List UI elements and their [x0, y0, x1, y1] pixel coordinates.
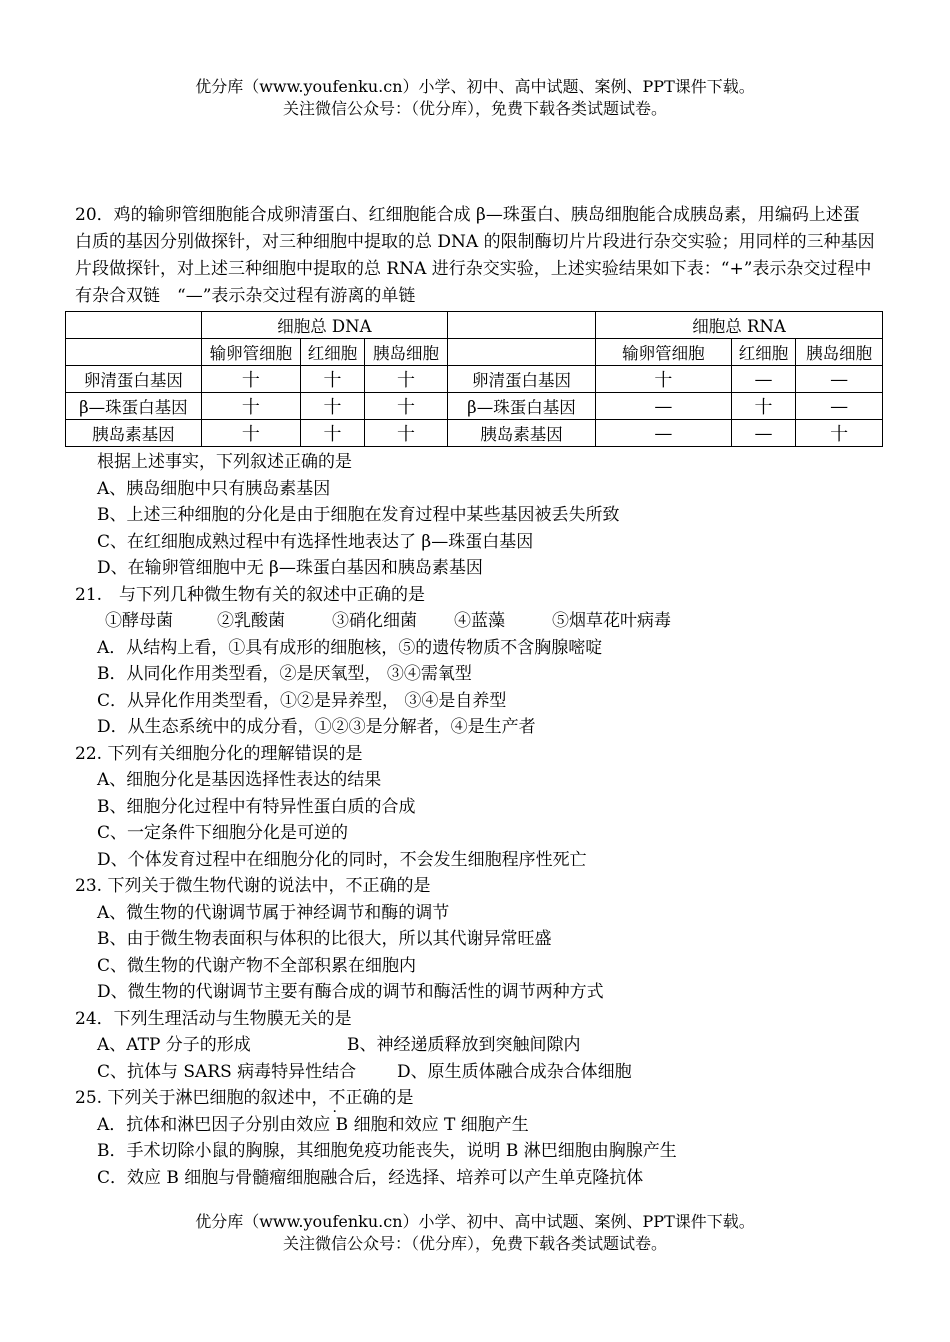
q25-stem-prefix: 25. 下列关于淋巴细胞的叙述中， — [75, 1088, 329, 1108]
q20-option-c: C、在红细胞成熟过程中有选择性地表达了 β—珠蛋白基因 — [97, 531, 534, 552]
col-header: 输卵管细胞 — [201, 339, 300, 366]
q21-option-d: D．从生态系统中的成分看，①②③是分解者，④是生产者 — [97, 717, 536, 737]
gene-label: 卵清蛋白基因 — [66, 366, 202, 393]
dna-header: 细胞总 DNA — [201, 312, 447, 339]
q20-option-a: A、胰岛细胞中只有胰岛素基因 — [97, 478, 331, 499]
q21-item: ①酵母菌 — [105, 611, 173, 631]
q22-stem: 22. 下列有关细胞分化的理解错误的是 — [75, 743, 363, 764]
rna-header: 细胞总 RNA — [595, 312, 882, 339]
table-corner — [66, 312, 202, 339]
table-row — [66, 366, 883, 393]
q25-option-a: A．抗体和淋巴因子分别由效应 B 细胞和效应 T 细胞产生 — [97, 1114, 529, 1135]
cell-value: 十 — [365, 366, 448, 393]
gene-label: 胰岛素基因 — [447, 420, 595, 447]
q23-option-c: C、微生物的代谢产物不全部积累在细胞内 — [97, 955, 417, 976]
cell-value: 十 — [300, 420, 364, 447]
q24-option-c: C、抗体与 SARS 病毒特异性结合 — [97, 1061, 357, 1082]
q24-row-2 — [75, 1059, 883, 1086]
table-mid-blank — [447, 312, 595, 339]
q21-stem: 21. 与下列几种微生物有关的叙述中正确的是 — [75, 584, 426, 605]
q20-stem: 20．鸡的输卵管细胞能合成卵清蛋白、红细胞能合成 β—珠蛋白、胰岛细胞能合成胰岛素，用编码上述蛋白质的基因分别做探针，对三种细胞中提取的总 DNA 的限制酶切片片段进行杂交实验；用同样的三种基因片段做探针，对上述三种细胞中提取的总 RNA 进行杂交实验，上述实验结果如下表：“+”表示杂交过程中有杂合双链 “—”表示杂交过程有游离的单链 — [75, 205, 875, 306]
q23-option-b: B、由于微生物表面积与体积的比很大，所以其代谢异常旺盛 — [97, 929, 552, 949]
q25-stem — [75, 1085, 883, 1112]
q23-stem: 23. 下列关于微生物代谢的说法中，不正确的是 — [75, 876, 431, 896]
q25-stem-emphasis: 不 — [328, 1088, 346, 1108]
cell-value: — — [595, 393, 731, 420]
col-header: 红细胞 — [731, 339, 795, 366]
q23-option-d: D、微生物的代谢调节主要有酶合成的调节和酶活性的调节两种方式 — [97, 982, 604, 1002]
col-header: 胰岛细胞 — [796, 339, 883, 366]
cell-value: — — [595, 420, 731, 447]
q25-option-c: C．效应 B 细胞与骨髓瘤细胞融合后，经选择、培养可以产生单克隆抗体 — [97, 1167, 644, 1188]
gene-label: 胰岛素基因 — [66, 420, 202, 447]
q21-item: ④蓝藻 — [454, 611, 505, 631]
header-line-1: 优分库（www.youfenku.cn）小学、初中、高中试题、案例、PPT课件下载。 — [195, 77, 755, 96]
col-header: 输卵管细胞 — [595, 339, 731, 366]
table-blank — [447, 339, 595, 366]
footer-line-2: 关注微信公众号：（优分库），免费下载各类试题试卷。 — [282, 1234, 667, 1253]
gene-label: 卵清蛋白基因 — [447, 366, 595, 393]
q25-option-b: B．手术切除小鼠的胸腺，其细胞免疫功能丧失，说明 B 淋巴细胞由胸腺产生 — [97, 1141, 677, 1161]
gene-label: β—珠蛋白基因 — [66, 393, 202, 420]
page-header — [0, 76, 950, 120]
cell-value: 十 — [365, 393, 448, 420]
q22-option-a: A、细胞分化是基因选择性表达的结果 — [97, 770, 382, 790]
q21-option-b: B．从同化作用类型看，②是厌氧型， ③④需氧型 — [97, 664, 472, 684]
q24-stem: 24．下列生理活动与生物膜无关的是 — [75, 1008, 352, 1029]
q21-item: ⑤烟草花叶病毒 — [552, 611, 671, 631]
hybridization-table — [65, 311, 883, 447]
q24-option-d: D、原生质体融合成杂合体细胞 — [397, 1061, 632, 1082]
cell-value: 十 — [300, 393, 364, 420]
q22-option-b: B、细胞分化过程中有特异性蛋白质的合成 — [97, 796, 416, 817]
table-blank — [66, 339, 202, 366]
cell-value: — — [731, 420, 795, 447]
document-body — [75, 202, 883, 1191]
cell-value: 十 — [201, 393, 300, 420]
cell-value: 十 — [731, 393, 795, 420]
col-header: 红细胞 — [300, 339, 364, 366]
page-footer — [0, 1211, 950, 1255]
q24-option-a: A、ATP 分子的形成 — [97, 1035, 251, 1055]
q20-option-d: D、在输卵管细胞中无 β—珠蛋白基因和胰岛素基因 — [97, 558, 483, 578]
q22-option-c: C、一定条件下细胞分化是可逆的 — [97, 823, 349, 843]
q25-stem-suffix: 正确的是 — [345, 1088, 414, 1108]
gene-label: β—珠蛋白基因 — [447, 393, 595, 420]
q24-option-b: B、神经递质释放到突触间隙内 — [347, 1035, 581, 1055]
q22-option-d: D、个体发育过程中在细胞分化的同时，不会发生细胞程序性死亡 — [97, 849, 587, 870]
cell-value: — — [731, 366, 795, 393]
q21-item: ③硝化细菌 — [332, 611, 417, 631]
q24-row-1 — [75, 1032, 883, 1059]
q23-option-a: A、微生物的代谢调节属于神经调节和酶的调节 — [97, 902, 450, 923]
header-line-2: 关注微信公众号：（优分库），免费下载各类试题试卷。 — [282, 99, 667, 118]
q21-item: ②乳酸菌 — [217, 611, 285, 631]
q20-question: 根据上述事实，下列叙述正确的是 — [97, 452, 352, 472]
footer-line-1: 优分库（www.youfenku.cn）小学、初中、高中试题、案例、PPT课件下载。 — [195, 1212, 755, 1231]
cell-value: 十 — [300, 366, 364, 393]
q21-items — [75, 608, 883, 635]
q20-option-b: B、上述三种细胞的分化是由于细胞在发育过程中某些基因被丢失所致 — [97, 505, 620, 525]
cell-value: — — [796, 366, 883, 393]
q21-option-c: C．从异化作用类型看，①②是异养型， ③④是自养型 — [97, 690, 507, 711]
table-row — [66, 393, 883, 420]
table-row — [66, 420, 883, 447]
cell-value: 十 — [796, 420, 883, 447]
cell-value: 十 — [201, 420, 300, 447]
cell-value: 十 — [365, 420, 448, 447]
q21-option-a: A．从结构上看，①具有成形的细胞核，⑤的遗传物质不含胸腺嘧啶 — [97, 637, 603, 658]
cell-value: — — [796, 393, 883, 420]
cell-value: 十 — [201, 366, 300, 393]
cell-value: 十 — [595, 366, 731, 393]
col-header: 胰岛细胞 — [365, 339, 448, 366]
